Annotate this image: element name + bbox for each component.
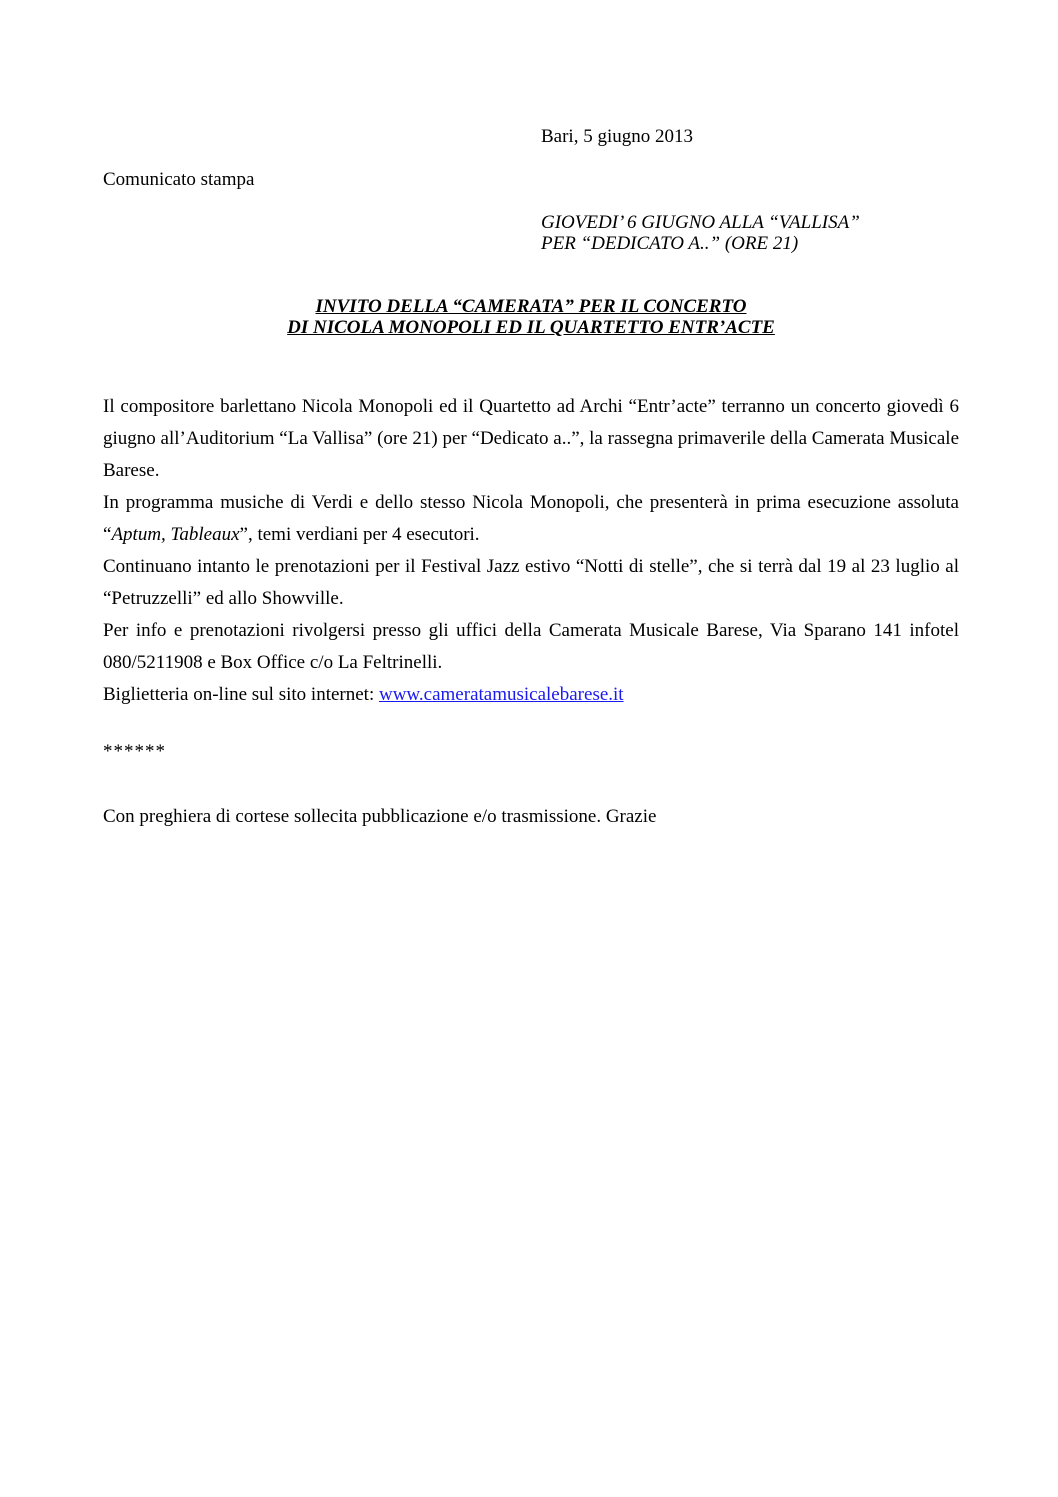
page-title — [103, 296, 959, 338]
document-label: Comunicato stampa — [103, 169, 255, 190]
closing-note: Con preghiera di cortese sollecita pubblicazione e/o trasmissione. Grazie — [103, 806, 657, 827]
title-line-2: DI NICOLA MONOPOLI ED IL QUARTETTO ENTR’ACTE — [287, 317, 775, 338]
subtitle — [541, 212, 860, 254]
work-title: Aptum, Tableaux — [111, 524, 240, 545]
paragraph-4: Per info e prenotazioni rivolgersi presso gli uffici della Camerata Musicale Barese, Via Sparano 141 infotel 080/5211908 e Box Office c/o La Feltrinelli. — [103, 620, 959, 673]
website-link[interactable]: www.cameratamusicalebarese.it — [378, 684, 624, 705]
paragraph-5 — [103, 679, 959, 711]
separator: ****** — [103, 741, 166, 762]
paragraph-2 — [103, 487, 959, 551]
date-line: Bari, 5 giugno 2013 — [541, 126, 693, 147]
title-line-1: INVITO DELLA “CAMERATA” PER IL CONCERTO — [315, 296, 747, 317]
ticket-prefix: Biglietteria on-line sul sito internet: — [103, 684, 379, 705]
paragraph-2-text-b: ”, temi verdiani per 4 esecutori. — [239, 524, 480, 545]
paragraph-2-text-a: In programma musiche di Verdi e dello stesso Nicola Monopoli, che presenterà in prima esecuzione assoluta “ — [103, 492, 959, 545]
subtitle-line-2: PER “DEDICATO A..” (ORE 21) — [541, 233, 799, 254]
subtitle-line-1: GIOVEDI’ 6 GIUGNO ALLA “VALLISA” — [541, 212, 860, 233]
paragraph-3: Continuano intanto le prenotazioni per il Festival Jazz estivo “Notti di stelle”, che si terrà dal 19 al 23 luglio al “Petruzzelli” ed allo Showville. — [103, 556, 959, 609]
body-text — [103, 391, 959, 711]
paragraph-1: Il compositore barlettano Nicola Monopoli ed il Quartetto ad Archi “Entr’acte” terranno un concerto giovedì 6 giugno all’Auditorium “La Vallisa” (ore 21) per “Dedicato a..”, la rassegna primaverile della Camerata Musicale Barese. — [103, 396, 959, 481]
